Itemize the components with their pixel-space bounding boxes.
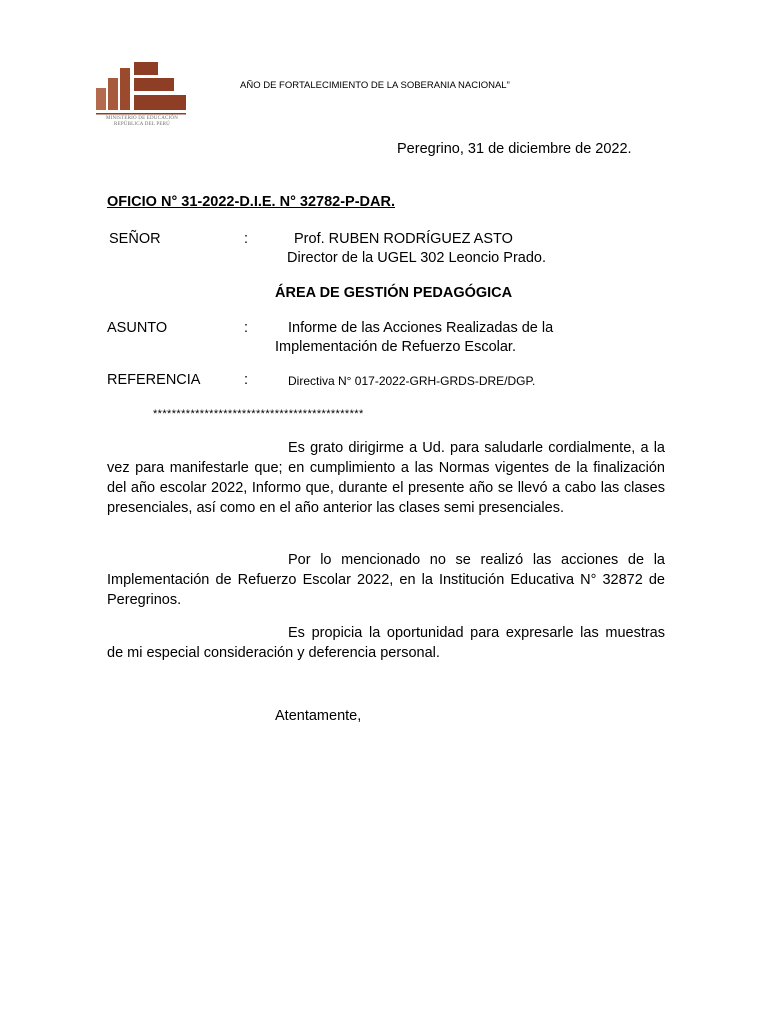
recipient-position: Director de la UGEL 302 Leoncio Prado. [287,250,546,266]
subject-colon: : [244,320,249,336]
subject-label: ASUNTO [107,320,168,336]
logo-caption-line-2: REPÚBLICA DEL PERÚ [114,122,170,127]
reference-value: Directiva N° 017-2022-GRH-GRDS-DRE/DGP. [288,374,536,388]
body-paragraph-3 [107,623,665,663]
subject-line-1: Informe de las Acciones Realizadas de la [288,320,554,336]
body-paragraph-3-text: Es propicia la oportunidad para expresarle las muestras de mi especial consideración y deferencia personal. [107,625,665,661]
logo-rule [96,113,186,115]
recipient-colon: : [244,231,249,247]
separator-line: ********************************************* [153,408,364,420]
logo-bar-1 [96,88,106,110]
recipient-label: SEÑOR [109,231,161,247]
body-paragraph-2-text: Por lo mencionado no se realizó las acciones de la Implementación de Refuerzo Escolar 2022, en la Institución Educativa N° 32872 de Peregrinos. [107,552,665,608]
oficio-number: OFICIO N° 31-2022-D.I.E. N° 32782-P-DAR. [107,194,395,210]
logo-caption [96,116,188,128]
body-paragraph-1-text: Es grato dirigirme a Ud. para saludarle cordialmente, a la vez para manifestarle que; en cumplimiento a las Normas vigentes de la finalización del año escolar 2022, Informo que, durante el presente año se llevó a cabo las clases presenciales, así como en el año anterior las clases semi presenciales. [107,440,665,516]
recipient-name: Prof. RUBEN RODRÍGUEZ ASTO [294,231,513,247]
body-paragraph-1 [107,438,665,518]
body-paragraph-2 [107,550,665,610]
logo-block-2 [134,78,174,91]
subject-line-2: Implementación de Refuerzo Escolar. [275,339,516,355]
area-heading: ÁREA DE GESTIÓN PEDAGÓGICA [275,285,513,301]
logo-caption-line-1: MINISTERIO DE EDUCACIÓN [105,116,179,121]
year-motto: AÑO DE FORTALECIMIENTO DE LA SOBERANIA NACIONAL” [240,80,510,91]
closing-salutation: Atentamente, [275,708,362,724]
date-line: Peregrino, 31 de diciembre de 2022. [397,141,632,157]
logo-bar-3 [120,68,130,110]
reference-colon: : [244,372,249,388]
logo-block-3 [134,95,186,110]
logo-block-1 [134,62,158,75]
reference-label: REFERENCIA [107,372,201,388]
logo-bar-2 [108,78,118,110]
